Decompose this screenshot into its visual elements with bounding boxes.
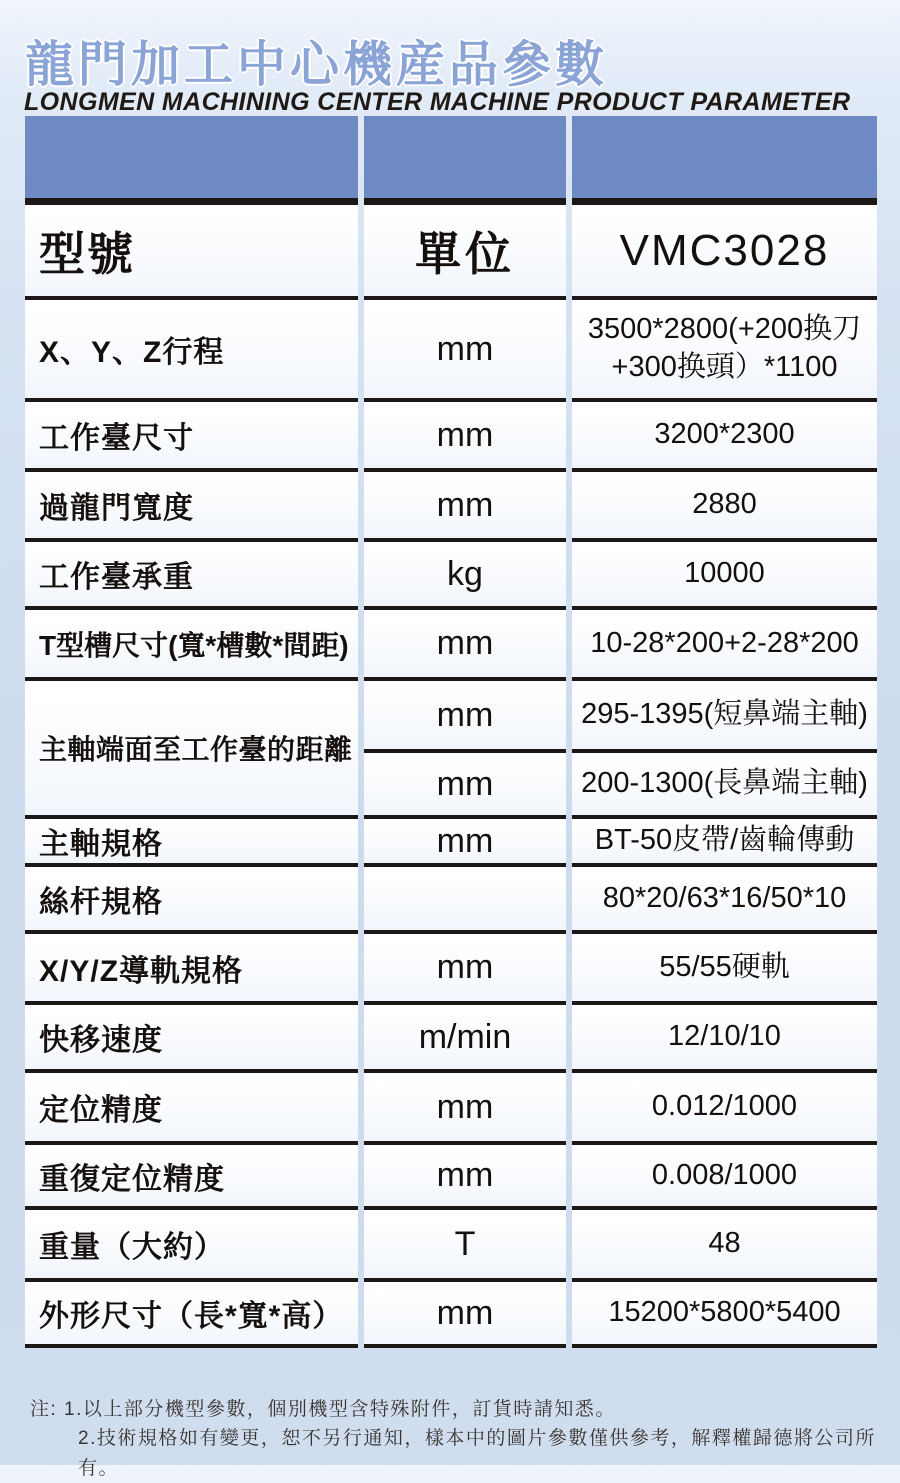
page-subtitle: LONGMEN MACHINING CENTER MACHINE PRODUCT PARAMETER xyxy=(24,88,851,116)
table-header-row xyxy=(25,205,877,300)
subrow-value: 200-1300(長鼻端主軸) xyxy=(572,753,877,819)
row-value: 10-28*200+2-28*200 xyxy=(572,610,877,681)
table-row xyxy=(25,542,877,610)
table-header-bars xyxy=(25,116,877,205)
table-row xyxy=(25,1005,877,1073)
row-label: 工作臺承重 xyxy=(25,542,358,610)
row-unit: T xyxy=(364,1210,566,1282)
row-unit: mm xyxy=(364,1073,566,1145)
table-row xyxy=(25,819,877,867)
table-row xyxy=(25,1210,877,1282)
table-row xyxy=(25,402,877,472)
subrow-value: 295-1395(短鼻端主軸) xyxy=(572,681,877,753)
row-label: T型槽尺寸(寬*槽數*間距) xyxy=(25,610,358,681)
footnote-2: 2.技術規格如有變更，恕不另行通知，樣本中的圖片參數僅供參考，解釋權歸德將公司所有。 xyxy=(78,1428,876,1479)
table-row xyxy=(25,1282,877,1348)
table-subrow xyxy=(364,753,877,819)
table-row xyxy=(25,1073,877,1145)
model-number: VMC3028 xyxy=(572,205,877,300)
row-value: 0.008/1000 xyxy=(572,1145,877,1210)
row-unit: mm xyxy=(364,610,566,681)
row-unit: mm xyxy=(364,819,566,867)
row-value: 12/10/10 xyxy=(572,1005,877,1073)
row-value: 15200*5800*5400 xyxy=(572,1282,877,1348)
table-row-group xyxy=(25,681,877,819)
table-row xyxy=(25,300,877,402)
row-label: 過龍門寬度 xyxy=(25,472,358,542)
row-value: BT-50皮帶/齒輪傳動 xyxy=(572,819,877,867)
row-label: 絲杆規格 xyxy=(25,867,358,934)
row-label: 工作臺尺寸 xyxy=(25,402,358,472)
row-unit: mm xyxy=(364,934,566,1005)
table-subrow xyxy=(364,681,877,753)
row-label: 主軸規格 xyxy=(25,819,358,867)
row-label: X/Y/Z導軌規格 xyxy=(25,934,358,1005)
table-row xyxy=(25,610,877,681)
row-subcolumn xyxy=(364,681,877,819)
row-unit xyxy=(364,867,566,934)
row-label: 定位精度 xyxy=(25,1073,358,1145)
row-value: 2880 xyxy=(572,472,877,542)
row-label: X、Y、Z行程 xyxy=(25,300,358,402)
header-bar-unit xyxy=(364,116,566,205)
row-unit: mm xyxy=(364,1145,566,1210)
row-value: 3200*2300 xyxy=(572,402,877,472)
row-value: 80*20/63*16/50*10 xyxy=(572,867,877,934)
row-value: 48 xyxy=(572,1210,877,1282)
table-row xyxy=(25,867,877,934)
row-unit: mm xyxy=(364,472,566,542)
model-column-header: 型號 xyxy=(25,205,358,300)
page-title: 龍門加工中心機産品參數 xyxy=(25,38,609,92)
subrow-unit: mm xyxy=(364,753,566,819)
table-body xyxy=(25,300,877,1348)
row-label: 外形尺寸（長*寬*高） xyxy=(25,1282,358,1348)
subrow-unit: mm xyxy=(364,681,566,753)
header-bar-model xyxy=(25,116,358,205)
row-unit: mm xyxy=(364,300,566,402)
row-value: 55/55硬軌 xyxy=(572,934,877,1005)
row-label: 重復定位精度 xyxy=(25,1145,358,1210)
row-label: 快移速度 xyxy=(25,1005,358,1073)
row-unit: mm xyxy=(364,402,566,472)
row-label: 主軸端面至工作臺的距離 xyxy=(25,681,358,819)
row-value: 0.012/1000 xyxy=(572,1073,877,1145)
row-unit: mm xyxy=(364,1282,566,1348)
unit-column-header: 單位 xyxy=(364,205,566,300)
table-row xyxy=(25,472,877,542)
footnotes xyxy=(30,1395,900,1483)
header-bar-value xyxy=(572,116,877,205)
row-unit: kg xyxy=(364,542,566,610)
spec-table xyxy=(25,116,877,1348)
table-row xyxy=(25,1145,877,1210)
row-value: 10000 xyxy=(572,542,877,610)
row-unit: m/min xyxy=(364,1005,566,1073)
row-value: 3500*2800(+200换刀+300换頭）*1100 xyxy=(572,300,877,402)
row-label: 重量（大約） xyxy=(25,1210,358,1282)
footnote-1: 注: 1.以上部分機型參數，個別機型含特殊附件，訂貨時請知悉。 xyxy=(30,1399,616,1420)
table-row xyxy=(25,934,877,1005)
